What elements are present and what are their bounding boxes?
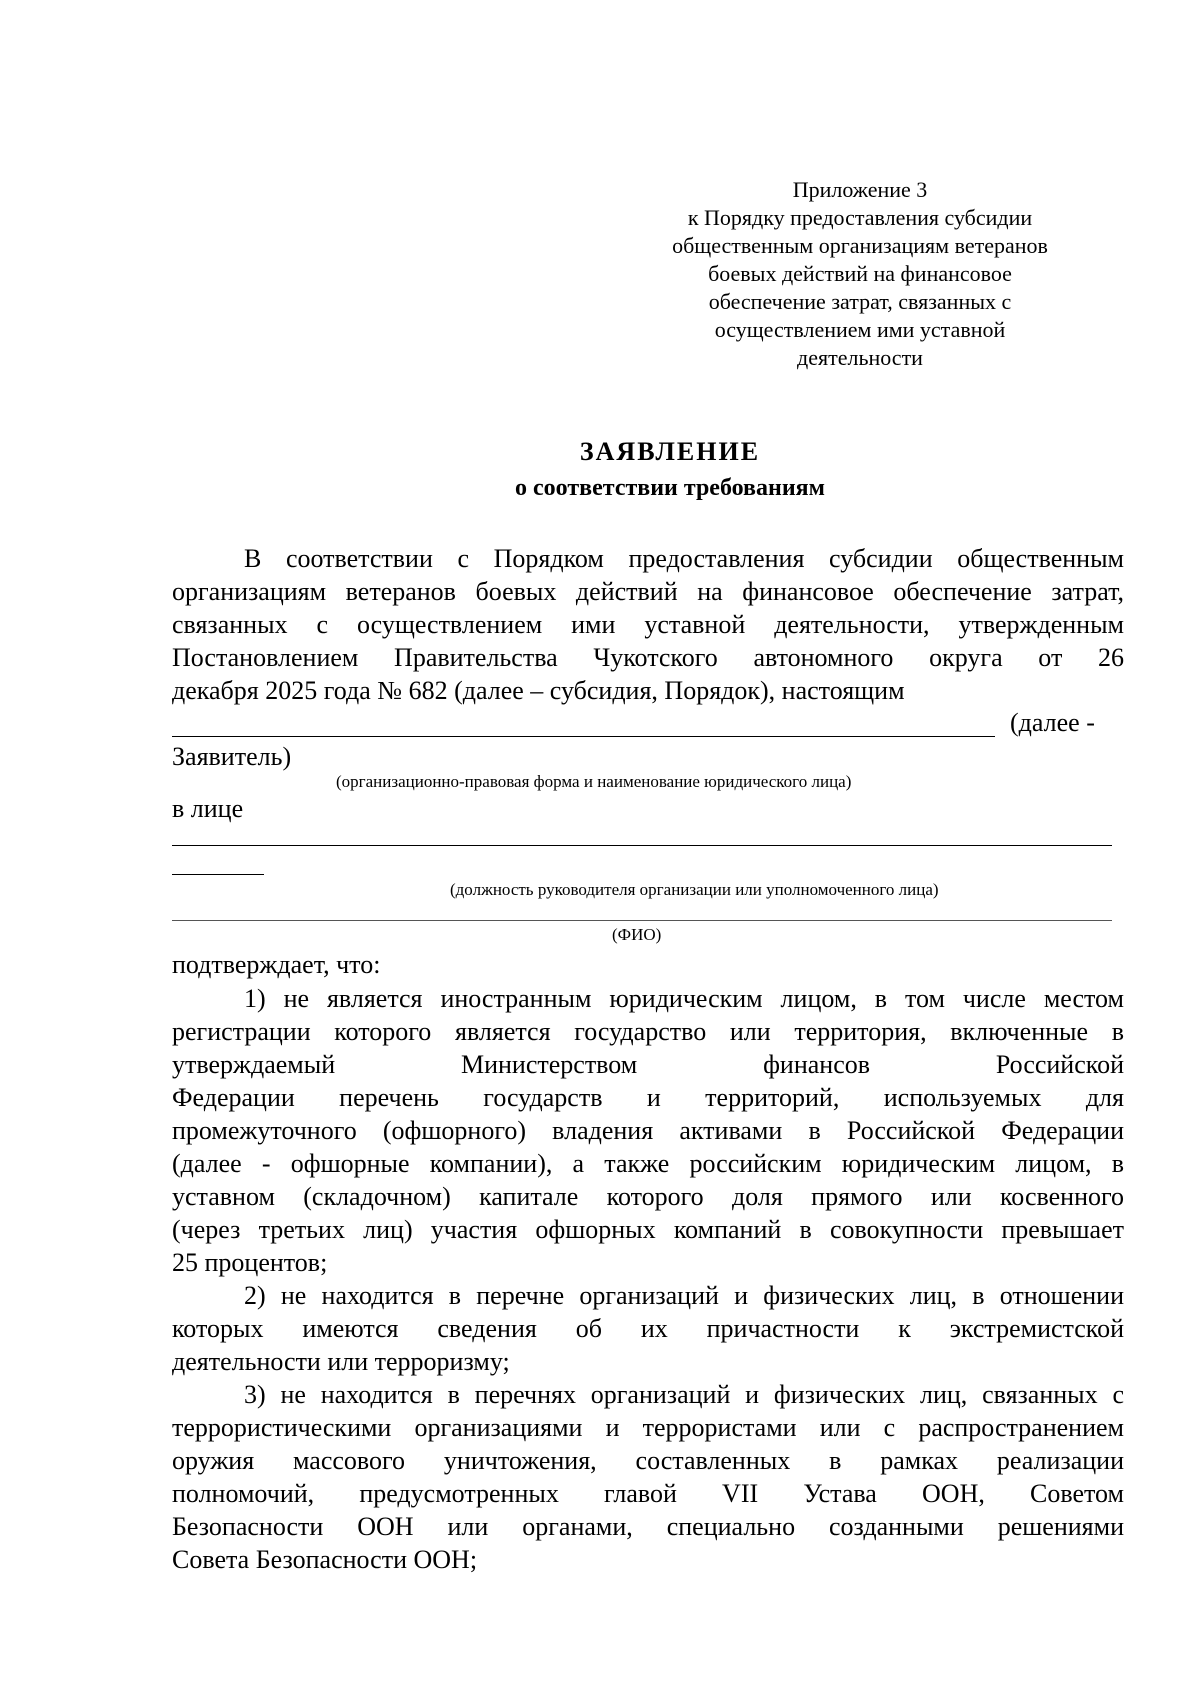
item1-line: (через третьих лиц) участия офшорных компаний в совокупности превышает (172, 1215, 1124, 1244)
applicant-label: Заявитель) (172, 742, 292, 771)
org-name-caption: (организационно-правовая форма и наименование юридического лица) (336, 772, 852, 791)
appendix-line: Приложение 3 (792, 177, 928, 202)
appendix-line: к Порядку предоставления субсидии (687, 205, 1033, 230)
item3-line: оружия массового уничтожения, составленных в рамках реализации (172, 1446, 1124, 1475)
position-caption: (должность руководителя организации или уполномоченного лица) (450, 880, 939, 899)
item1-line: регистрации которого является государство или территория, включенные в (172, 1017, 1124, 1046)
intro-line: В соответствии с Порядком предоставления субсидии общественным (244, 544, 1124, 573)
intro-line: организациям ветеранов боевых действий на финансовое обеспечение затрат, (172, 577, 1124, 606)
fio-caption: (ФИО) (612, 925, 662, 944)
item1-line: промежуточного (офшорного) владения активами в Российской Федерации (172, 1116, 1124, 1145)
item2-line: деятельности или терроризму; (172, 1347, 510, 1376)
item2-line: 2) не находится в перечне организаций и физических лиц, в отношении (244, 1281, 1124, 1310)
confirms-label: подтверждает, что: (172, 950, 381, 979)
appendix-line: осуществлением ими уставной (714, 317, 1006, 342)
appendix-line: обеспечение затрат, связанных с (708, 289, 1012, 314)
item1-line: 1) не является иностранным юридическим лицом, в том числе местом (244, 984, 1124, 1013)
org-name-blank-line[interactable] (172, 736, 995, 737)
item1-line: утверждаемый Министерством финансов Российской (172, 1050, 1124, 1079)
item1-line: 25 процентов; (172, 1248, 328, 1277)
item3-line: Безопасности ООН или органами, специально созданными решениями (172, 1512, 1124, 1541)
item3-line: полномочий, предусмотренных главой VII Устава ООН, Советом (172, 1479, 1124, 1508)
item3-line: террористическими организациями и террористами или с распространением (172, 1413, 1124, 1442)
item1-line: (далее - офшорные компании), а также российским юридическим лицом, в (172, 1149, 1124, 1178)
position-blank-line-continued[interactable] (172, 874, 264, 875)
document-title: ЗАЯВЛЕНИЕ (579, 437, 761, 466)
appendix-line: деятельности (797, 345, 923, 370)
intro-line: Постановлением Правительства Чукотского автономного округа от 26 (172, 643, 1124, 672)
appendix-line: общественным организациям ветеранов (672, 233, 1048, 258)
item1-line: Федерации перечень государств и территорий, используемых для (172, 1083, 1124, 1112)
item3-line: 3) не находится в перечнях организаций и физических лиц, связанных с (244, 1380, 1124, 1409)
appendix-header (650, 176, 1070, 372)
position-blank-line[interactable] (172, 845, 1112, 846)
intro-tail-text: (далее - (1010, 708, 1095, 737)
item3-line: Совета Безопасности ООН; (172, 1545, 478, 1574)
item2-line: которых имеются сведения об их причастности к экстремистской (172, 1314, 1124, 1343)
document-subtitle: о соответствии требованиям (515, 475, 825, 501)
intro-line: связанных с осуществлением ими уставной деятельности, утвержденным (172, 610, 1124, 639)
appendix-line: боевых действий на финансовое (708, 261, 1012, 286)
intro-line: декабря 2025 года № 682 (далее – субсидия, Порядок), настоящим (172, 676, 905, 705)
in-person-label: в лице (172, 794, 244, 823)
item1-line: уставном (складочном) капитале которого доля прямого или косвенного (172, 1182, 1124, 1211)
fio-blank-line[interactable] (172, 920, 1112, 921)
